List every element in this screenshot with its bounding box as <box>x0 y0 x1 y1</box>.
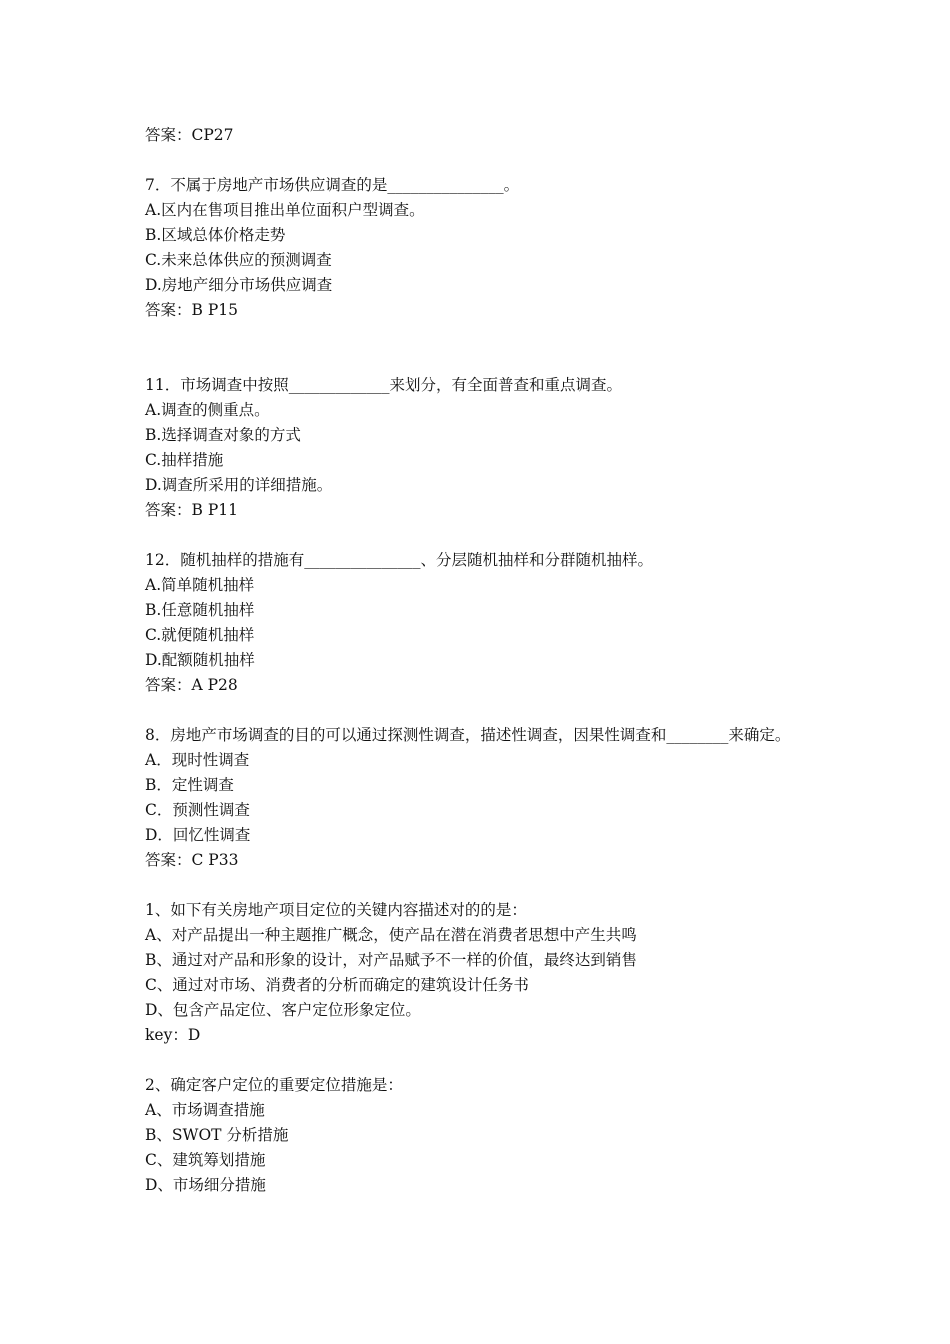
option-c: C.抽样措施 <box>145 451 224 469</box>
answer-line: 答案：A P28 <box>145 676 238 694</box>
question-stem: 2、确定客户定位的重要定位措施是： <box>145 1076 403 1094</box>
option-d: D、市场细分措施 <box>145 1176 266 1194</box>
option-c: C、通过对市场、消费者的分析而确定的建筑设计任务书 <box>145 976 529 994</box>
question-stem: 1、如下有关房地产项目定位的关键内容描述对的的是： <box>145 901 527 919</box>
question-block <box>145 1073 825 1198</box>
option-c: C.未来总体供应的预测调查 <box>145 251 332 269</box>
blank-line <box>145 148 825 173</box>
question-stem: 8．房地产市场调查的目的可以通过探测性调查，描述性调查，因果性调查和________来确定。 <box>145 726 791 744</box>
blank-line <box>145 523 825 548</box>
option-b: B.区域总体价格走势 <box>145 226 286 244</box>
answer-line: 答案：C P33 <box>145 851 239 869</box>
option-b: B、通过对产品和形象的设计，对产品赋予不一样的价值，最终达到销售 <box>145 951 637 969</box>
answer-line: key：D <box>145 1026 201 1044</box>
option-a: A.区内在售项目推出单位面积户型调查。 <box>145 201 425 219</box>
option-c: C、建筑筹划措施 <box>145 1151 266 1169</box>
option-b: B．定性调查 <box>145 776 234 794</box>
question-block <box>145 898 825 1048</box>
option-d: D．回忆性调查 <box>145 826 251 844</box>
option-a: A.简单随机抽样 <box>145 576 255 594</box>
option-d: D.房地产细分市场供应调查 <box>145 276 333 294</box>
answer-line: 答案：CP27 <box>145 126 234 144</box>
blank-line <box>145 1048 825 1073</box>
option-b: B.任意随机抽样 <box>145 601 255 619</box>
question-block <box>145 373 825 523</box>
option-d: D.配额随机抽样 <box>145 651 255 669</box>
question-block <box>145 548 825 698</box>
option-d: D、包含产品定位、客户定位形象定位。 <box>145 1001 421 1019</box>
answer-line: 答案：B P15 <box>145 301 238 319</box>
question-stem: 7．不属于房地产市场供应调查的是_______________。 <box>145 176 520 194</box>
option-d: D.调查所采用的详细措施。 <box>145 476 333 494</box>
option-c: C．预测性调查 <box>145 801 250 819</box>
answer-line: 答案：B P11 <box>145 501 238 519</box>
option-a: A.调查的侧重点。 <box>145 401 270 419</box>
option-c: C.就便随机抽样 <box>145 626 255 644</box>
blank-line <box>145 323 825 373</box>
question-stem: 11．市场调查中按照_____________来划分，有全面普查和重点调查。 <box>145 376 622 394</box>
option-a: A、市场调查措施 <box>145 1101 265 1119</box>
option-a: A、对产品提出一种主题推广概念，使产品在潜在消费者思想中产生共鸣 <box>145 926 637 944</box>
question-block <box>145 723 825 873</box>
option-a: A．现时性调查 <box>145 751 250 769</box>
option-b: B.选择调查对象的方式 <box>145 426 301 444</box>
blank-line <box>145 698 825 723</box>
question-block <box>145 173 825 323</box>
question-stem: 12．随机抽样的措施有_______________、分层随机抽样和分群随机抽样。 <box>145 551 653 569</box>
option-b: B、SWOT 分析措施 <box>145 1126 289 1144</box>
blank-line <box>145 873 825 898</box>
document-page <box>145 123 825 1198</box>
